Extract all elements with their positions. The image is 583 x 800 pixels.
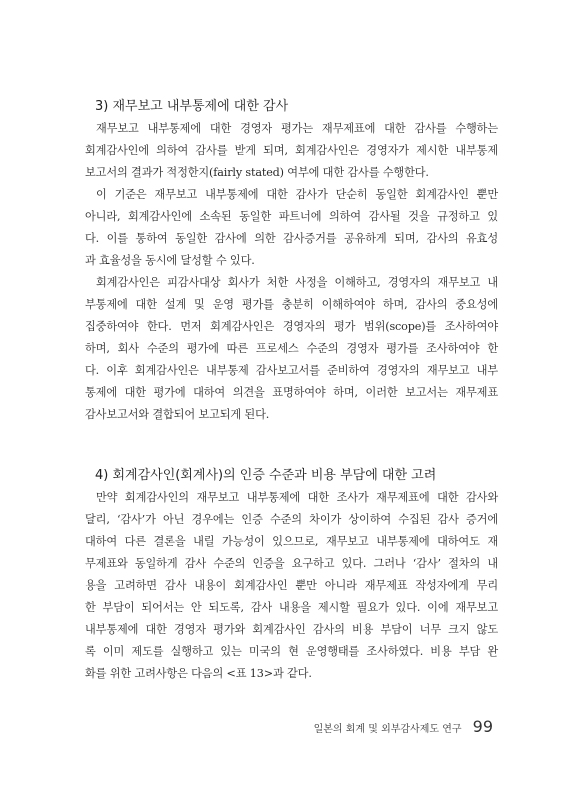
section-4-line: 내부통제에 대한 경영자 평가와 회계감사인 감사의 비용 부담이 너무 크지 않도 bbox=[85, 623, 498, 636]
section-3-heading: 3) 재무보고 내부통제에 대한 감사 bbox=[95, 99, 289, 114]
section-3-line: 보고서의 결과가 적정한지(fairly stated) 여부에 대한 감사를 수행한다. bbox=[85, 166, 429, 179]
page-footer bbox=[314, 717, 493, 736]
section-4-line: 대하여 다른 결론을 내릴 가능성이 있으므로, 재무보고 내부통제에 대하여도 재 bbox=[85, 535, 498, 548]
running-footer-title: 일본의 회계 및 외부감사제도 연구 bbox=[313, 724, 462, 735]
section-4-line: 용을 고려하면 감사 내용이 회계감사인 뿐만 아니라 재무제표 작성자에게 무리 bbox=[85, 579, 498, 592]
section-4-line: 만약 회계감사인의 재무보고 내부통제에 대한 조사가 재무제표에 대한 감사와 bbox=[96, 491, 498, 504]
section-3-line: 회계감사인에 의하여 감사를 받게 되며, 회계감사인은 경영자가 제시한 내부통제 bbox=[85, 144, 498, 157]
section-3-line: 이 기준은 재무보고 내부통제에 대한 감사가 단순히 동일한 회계감사인 뿐만 bbox=[96, 188, 498, 201]
section-4-heading: 4) 회계감사인(회계사)의 인증 수준과 비용 부담에 대한 고려 bbox=[95, 468, 437, 483]
section-3-line: 집중하여야 한다. 먼저 회계감사인은 경영자의 평가 범위(scope)를 조사하여야 bbox=[85, 320, 498, 333]
section-3-line: 재무보고 내부통제에 대한 경영자 평가는 재무제표에 대한 감사를 수행하는 bbox=[96, 122, 498, 135]
section-3-line: 회계감사인은 피감사대상 회사가 처한 사정을 이해하고, 경영자의 재무보고 내 bbox=[96, 276, 498, 289]
section-4-line: 무제표와 동일하게 감사 수준의 인증을 요구하고 있다. 그러나 ‘감사’ 절차의 내 bbox=[85, 557, 498, 570]
section-3-line: 부통제에 대한 설계 및 운영 평가를 충분히 이해하여야 하며, 감사의 중요성에 bbox=[85, 298, 498, 311]
section-3-line: 아니라, 회계감사인에 소속된 동일한 파트너에 의하여 감사될 것을 규정하고 있 bbox=[85, 210, 498, 223]
section-3-line: 통제에 대한 평가에 대하여 의견을 표명하여야 하며, 이러한 보고서는 재무제표 bbox=[85, 386, 498, 399]
section-4-line: 달리, ‘감사’가 아닌 경우에는 인증 수준의 차이가 상이하여 수집된 감사 증거에 bbox=[85, 513, 498, 526]
section-4-line: 한 부담이 되어서는 안 되도록, 감사 내용을 제시할 필요가 있다. 이에 재무보고 bbox=[85, 601, 498, 614]
section-4-line: 화를 위한 고려사항은 다음의 <표 13>과 같다. bbox=[85, 667, 312, 680]
section-3-line: 하며, 회사 수준의 평가에 따른 프로세스 수준의 경영자 평가를 조사하여야 한 bbox=[85, 342, 498, 355]
section-3-line: 감사보고서와 결합되어 보고되게 된다. bbox=[85, 408, 270, 421]
section-3-line: 다. 이후 회계감사인은 내부통제 감사보고서를 준비하여 경영자의 재무보고 내부 bbox=[85, 364, 498, 377]
section-3-line: 과 효율성을 동시에 달성할 수 있다. bbox=[85, 254, 255, 267]
page-number: 99 bbox=[472, 717, 493, 736]
section-4-line: 록 이미 제도를 실행하고 있는 미국의 현 운영행태를 조사하였다. 비용 부담 완 bbox=[85, 645, 498, 658]
section-3-line: 다. 이를 통하여 동일한 감사에 의한 감사증거를 공유하게 되며, 감사의 유효성 bbox=[85, 232, 498, 245]
